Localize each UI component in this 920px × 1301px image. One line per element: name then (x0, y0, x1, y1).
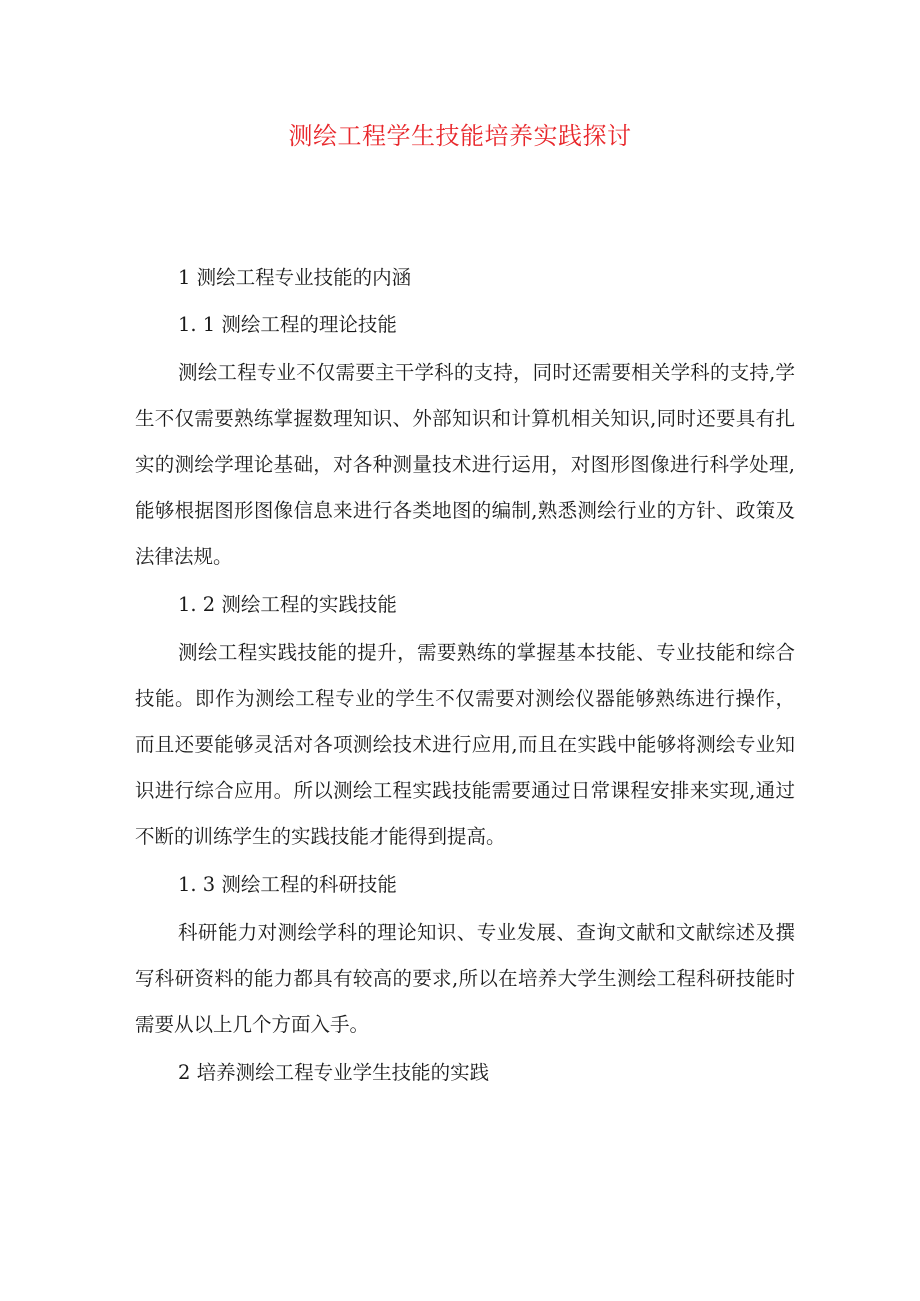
document-body (135, 263, 795, 1088)
paragraph-1-1: 测绘工程专业不仅需要主干学科的支持，同时还需要相关学科的支持,学生不仅需要熟练掌握数理知识、外部知识和计算机相关知识,同时还要具有扎实的测绘学理论基础，对各种测量技术进行运用，对图形图像进行科学处理,能够根据图形图像信息来进行各类地图的编制,熟悉测绘行业的方针、政策及法律法规。 (135, 361, 795, 568)
document-title: 测绘工程学生技能培养实践探讨 (288, 122, 632, 150)
paragraph-1-2: 测绘工程实践技能的提升，需要熟练的掌握基本技能、专业技能和综合技能。即作为测绘工程专业的学生不仅需要对测绘仪器能够熟练进行操作，而且还要能够灵活对各项测绘技术进行应用,而且在实践中能够将测绘专业知识进行综合应用。所以测绘工程实践技能需要通过日常课程安排来实现,通过不断的训练学生的实践技能才能得到提高。 (135, 641, 795, 848)
section-heading-2: 2 培养测绘工程专业学生技能的实践 (178, 1061, 490, 1084)
section-heading-1-1: 1. 1 测绘工程的理论技能 (178, 313, 397, 336)
section-heading-1: 1 测绘工程专业技能的内涵 (178, 266, 412, 289)
paragraph-1-3: 科研能力对测绘学科的理论知识、专业发展、查询文献和文献综述及撰写科研资料的能力都具有较高的要求,所以在培养大学生测绘工程科研技能时需要从以上几个方面入手。 (135, 921, 795, 1036)
section-heading-1-3: 1. 3 测绘工程的科研技能 (178, 873, 397, 896)
section-heading-1-2: 1. 2 测绘工程的实践技能 (178, 593, 397, 616)
